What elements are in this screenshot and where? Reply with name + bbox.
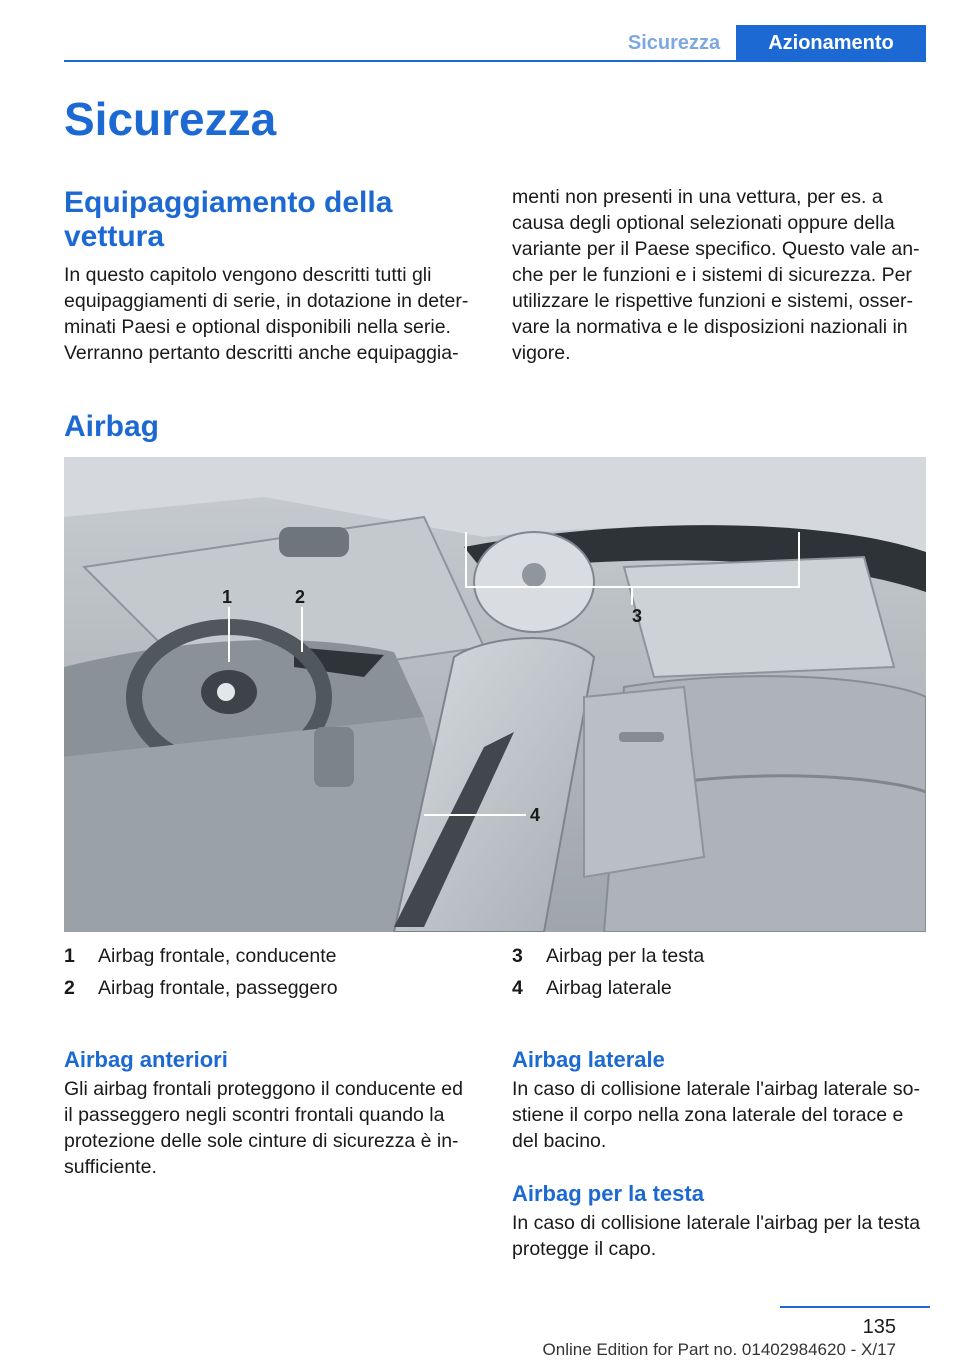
text-line: che per le funzioni e i sistemi di sicurezza. Per [512,264,912,286]
text-line: variante per il Paese specifico. Questo vale an- [512,238,920,260]
airbag-heading: Airbag [64,410,160,443]
legend-right [512,940,704,1004]
equipment-text-left [64,262,484,366]
text-line: vigore. [512,342,571,364]
text-line: protezione delle sole cinture di sicurezza è in- [64,1130,459,1152]
text-line: equipaggiamenti di serie, in dotazione in deter- [64,290,469,312]
legend-num: 3 [512,945,523,967]
side-airbag-text [512,1076,942,1154]
callout-2: 2 [295,587,306,607]
side-airbag-heading: Airbag laterale [512,1047,665,1072]
text-line: protegge il capo. [512,1238,657,1260]
text-line: In caso di collisione laterale l'airbag laterale so- [512,1078,921,1100]
text-line: stiene il corpo nella zona laterale del torace e [512,1104,904,1126]
edition-footer: Online Edition for Part no. 01402984620 - X/17 [542,1340,896,1359]
legend-item [64,940,338,972]
legend-num: 1 [64,945,75,967]
text-line: del bacino. [512,1130,607,1152]
text-line: sufficiente. [64,1156,157,1178]
legend-item [512,940,704,972]
text-line: In questo capitolo vengono descritti tutti gli [64,264,432,286]
legend-item [512,972,704,1004]
car-interior-drawing [64,457,926,932]
callout-4: 4 [530,805,541,825]
legend-item [64,972,338,1004]
equipment-heading-line2: vettura [64,220,165,253]
text-line: utilizzare le rispettive funzioni e sistemi, osser- [512,290,913,312]
legend-num: 2 [64,977,75,999]
head-airbag-heading: Airbag per la testa [512,1181,704,1206]
equipment-text-right [512,184,932,366]
front-airbags-text [64,1076,494,1180]
footer-rule [780,1306,930,1308]
legend-label: Airbag per la testa [546,945,705,967]
equipment-heading-line1: Equipaggiamento della [64,186,393,219]
header-rule [64,60,926,62]
front-airbags-heading: Airbag anteriori [64,1047,228,1072]
text-line: menti non presenti in una vettura, per es. a [512,186,883,208]
legend-left [64,940,338,1004]
legend-label: Airbag frontale, passeggero [98,977,338,999]
legend-label: Airbag frontale, conducente [98,945,337,967]
text-line: Verranno pertanto descritti anche equipaggia- [64,342,459,364]
tab-azionamento[interactable]: Azionamento [736,25,926,61]
callout-3: 3 [632,606,643,626]
page-number: 135 [862,1316,896,1338]
callout-1: 1 [222,587,233,607]
text-line: il passeggero negli scontri frontali quando la [64,1104,445,1126]
text-line: In caso di collisione laterale l'airbag per la testa [512,1212,921,1234]
legend-label: Airbag laterale [546,977,672,999]
page-title: Sicurezza [64,93,277,145]
text-line: vare la normativa e le disposizioni nazionali in [512,316,908,338]
airbag-illustration [64,457,926,932]
equipment-heading [64,186,392,254]
legend-num: 4 [512,977,523,999]
text-line: minati Paesi e optional disponibili nella serie. [64,316,451,338]
head-airbag-text [512,1210,942,1262]
tab-sicurezza[interactable]: Sicurezza [627,32,721,54]
text-line: Gli airbag frontali proteggono il conducente ed [64,1078,463,1100]
text-line: causa degli optional selezionati oppure della [512,212,895,234]
